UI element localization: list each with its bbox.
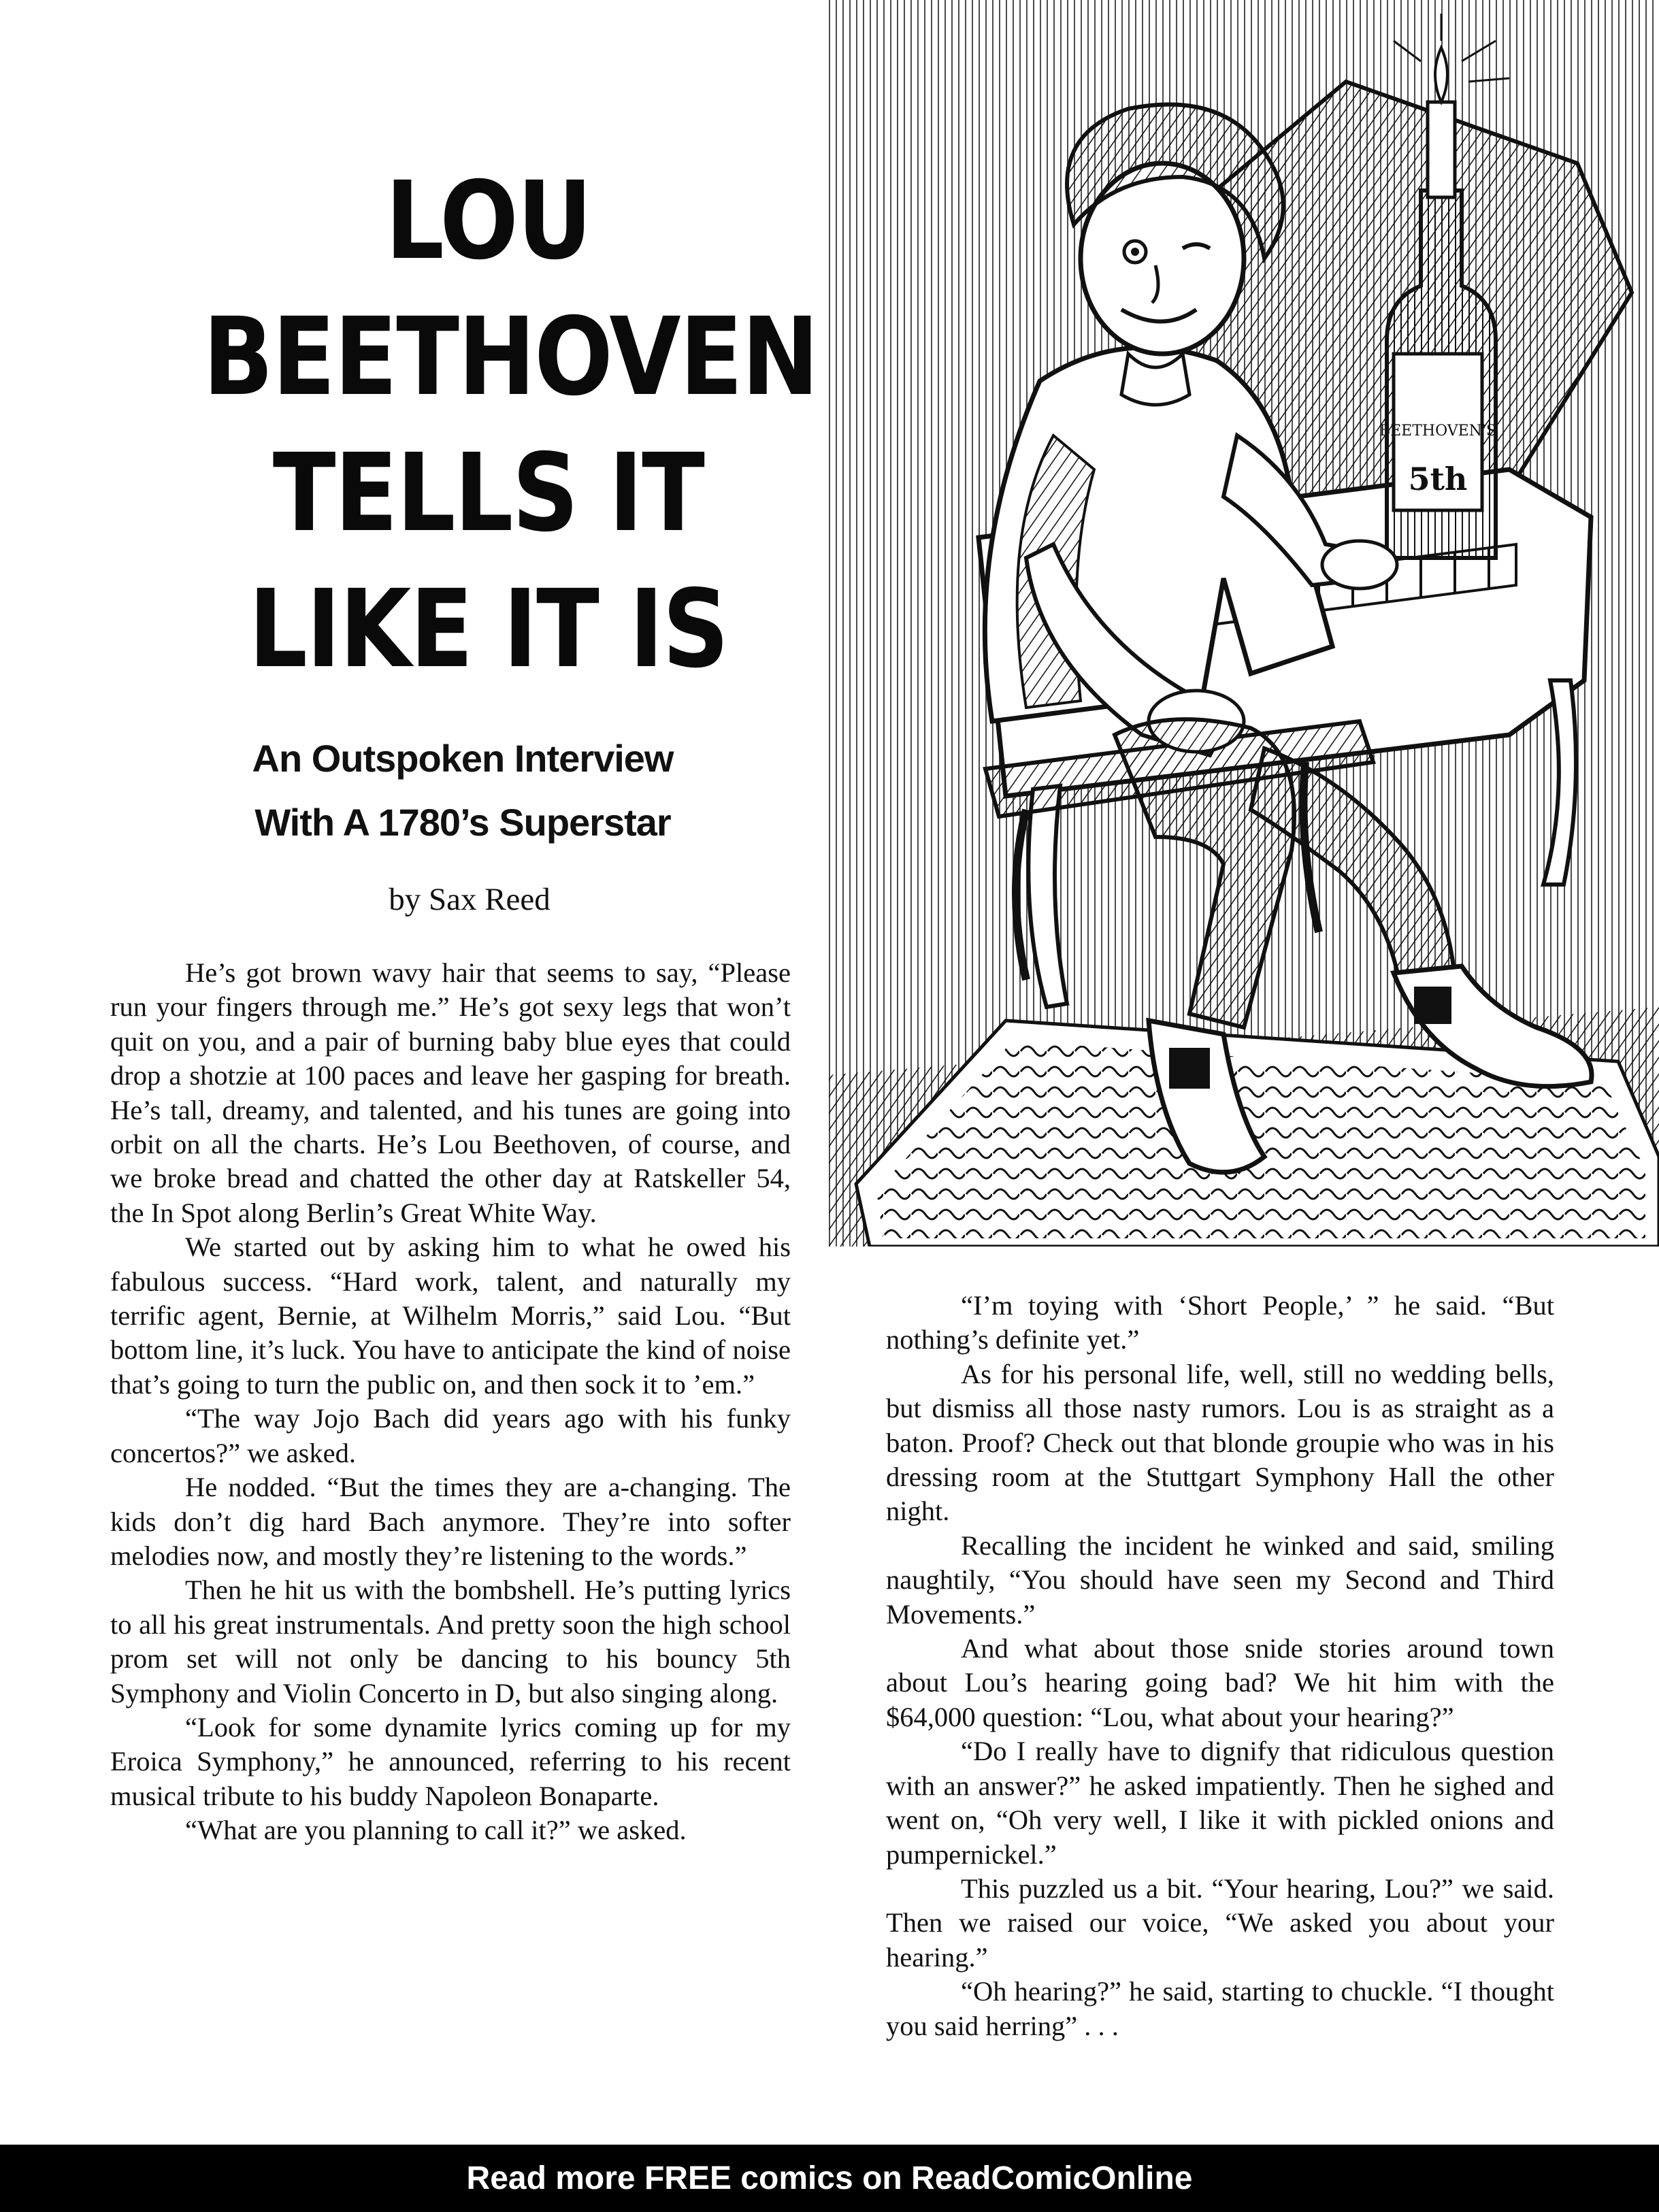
paragraph: “Do I really have to dignify that ridiculous question with an answer?” he asked impatiently. Then he sighed and went on, “Oh very well, I like it with pickled onions and pumpernickel.” <box>886 1736 1554 1870</box>
footer-banner[interactable]: Read more FREE comics on ReadComicOnline <box>0 2145 1659 2212</box>
article-subtitle <box>136 727 789 855</box>
paragraph: “Look for some dynamite lyrics coming up for my Eroica Symphony,” he announced, referring to his recent musical tribute to his buddy Napoleon Bonaparte. <box>110 1711 791 1811</box>
title-line-2: BEETHOVEN <box>203 295 818 420</box>
article-column-right <box>886 1289 1554 2043</box>
title-line-4: LIKE IT IS <box>248 567 728 692</box>
paragraph: He’s got brown wavy hair that seems to say, “Please run your fingers through me.” He’s got sexy legs that won’t quit on you, and a pair of burning baby blue eyes that could drop a shotzie at 100 paces and leave her gasping for breath. He’s tall, dreamy, and talented, and his tunes are going into orbit on all the charts. He’s Lou Beethoven, of course, and we broke bread and chatted the other day at Ratskeller 54, the In Spot along Berlin’s Great White Way. <box>110 957 791 1228</box>
bottle-label-text: BEETHOVEN'S <box>1379 423 1497 440</box>
paragraph: This puzzled us a bit. “Your hearing, Lou?” we said. Then we raised our voice, “We asked you about your hearing.” <box>886 1872 1554 1972</box>
subtitle-line-2: With A 1780’s Superstar <box>254 801 671 844</box>
paragraph: Then he hit us with the bombshell. He’s putting lyrics to all his great instrumentals. And pretty soon the high school prom set will not only be dancing to his bouncy 5th Symphony and Violin Concerto in D, but also singing along. <box>110 1574 791 1708</box>
paragraph: “The way Jojo Bach did years ago with his funky concertos?” we asked. <box>110 1403 791 1468</box>
paragraph: As for his personal life, well, still no wedding bells, but dismiss all those nasty rumors. Lou is as straight as a baton. Proof? Check out that blonde groupie who was in his dressing room at the Stuttgart Symphony Hall the other night. <box>886 1358 1554 1527</box>
subtitle-line-1: An Outspoken Interview <box>252 737 674 780</box>
byline: by Sax Reed <box>389 882 551 917</box>
bottle-label-number: 5th <box>1408 461 1468 497</box>
paragraph: Recalling the incident he winked and said, smiling naughtily, “You should have seen my Second and Third Movements.” <box>886 1530 1554 1630</box>
title-line-3: TELLS IT <box>272 431 704 556</box>
paragraph: “What are you planning to call it?” we asked. <box>185 1815 687 1846</box>
paragraph: He nodded. “But the times they are a-changing. The kids don’t dig hard Bach anymore. They’re into softer melodies now, and mostly they’re listening to the words.” <box>110 1472 791 1571</box>
title-line-1: LOU <box>385 159 591 284</box>
article-title <box>203 153 818 697</box>
paragraph: “I’m toying with ‘Short People,’ ” he said. “But nothing’s definite yet.” <box>886 1290 1554 1355</box>
paragraph: “Oh hearing?” he said, starting to chuckle. “I thought you said herring” . . . <box>886 1976 1554 2041</box>
paragraph: And what about those snide stories around town about Lou’s hearing going bad? We hit him with the $64,000 question: “Lou, what about your hearing?” <box>886 1633 1554 1732</box>
paragraph: We started out by asking him to what he owed his fabulous success. “Hard work, talent, and naturally my terrific agent, Bernie, at Wilhelm Morris,” said Lou. “But bottom line, it’s luck. You have to anticipate the kind of noise that’s going to turn the public on, and then sock it to ’em.” <box>110 1232 791 1400</box>
article-column-left <box>110 956 791 1848</box>
beethoven-illustration <box>829 0 1659 1247</box>
